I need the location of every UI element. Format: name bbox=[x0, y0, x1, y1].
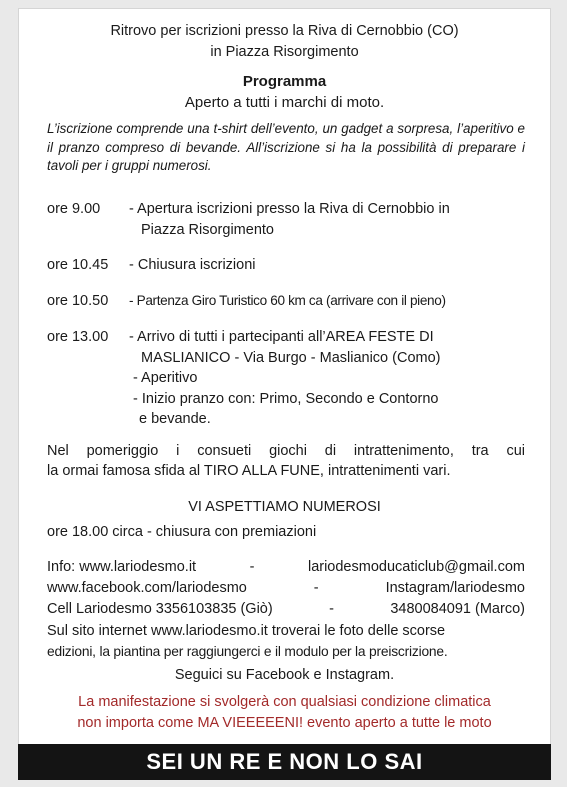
schedule-line: - Partenza Giro Turistico 60 km ca (arrivare con il pieno) bbox=[129, 293, 446, 308]
afternoon-games-line: Nel pomeriggio i consueti giochi di intrattenimento, tra cui bbox=[47, 443, 525, 459]
schedule-desc bbox=[129, 327, 529, 430]
phone-gio: Cell Lariodesmo 3356103835 (Giò) bbox=[47, 601, 273, 617]
schedule-time: ore 10.50 bbox=[47, 293, 109, 309]
flyer-page bbox=[18, 8, 551, 780]
meeting-square-line: in Piazza Risorgimento bbox=[210, 44, 359, 60]
social-row bbox=[47, 578, 525, 598]
schedule-line: - Arrivo di tutti i partecipanti all’AREA FESTE DI bbox=[129, 329, 434, 345]
slogan-banner: SEI UN RE E NON LO SAI bbox=[18, 744, 551, 780]
meeting-point-line: Ritrovo per iscrizioni presso la Riva di Cernobbio (CO) bbox=[110, 23, 459, 39]
schedule-line: - Aperitivo bbox=[133, 370, 198, 386]
schedule-line: - Chiusura iscrizioni bbox=[129, 257, 256, 273]
schedule-line: - Inizio pranzo con: Primo, Secondo e Contorno bbox=[133, 390, 439, 407]
separator: - bbox=[313, 580, 319, 596]
open-to-all-line: Aperto a tutti i marchi di moto. bbox=[184, 94, 385, 111]
program-title: Programma bbox=[242, 73, 327, 90]
follow-us-line: Seguici su Facebook e Instagram. bbox=[174, 667, 395, 683]
website-info-line: edizioni, la piantina per raggiungerci e il modulo per la preiscrizione. bbox=[47, 644, 448, 659]
schedule-desc bbox=[129, 255, 529, 276]
phone-marco: 3480084091 (Marco) bbox=[390, 601, 525, 617]
instagram-link[interactable]: Instagram/lariodesmo bbox=[385, 580, 525, 596]
phone-row bbox=[47, 599, 525, 619]
closing-awards-line: ore 18.00 circa - chiusura con premiazioni bbox=[47, 524, 317, 540]
schedule-line: Piazza Risorgimento bbox=[141, 221, 274, 238]
schedule-time: ore 10.45 bbox=[47, 257, 109, 273]
separator: - bbox=[249, 559, 255, 575]
schedule-line: MASLIANICO - Via Burgo - Maslianico (Como) bbox=[141, 349, 441, 366]
weather-notice-line: non importa come MA VIEEEEENI! evento aperto a tutte le moto bbox=[77, 715, 492, 731]
tug-of-war-line: la ormai famosa sfida al TIRO ALLA FUNE, intrattenimenti vari. bbox=[47, 463, 451, 479]
info-row bbox=[47, 557, 525, 577]
schedule-line: - Apertura iscrizioni presso la Riva di Cernobbio in bbox=[129, 201, 450, 217]
slogan-numerous: VI ASPETTIAMO NUMEROSI bbox=[188, 499, 381, 515]
separator: - bbox=[329, 601, 334, 617]
schedule-time: ore 9.00 bbox=[47, 201, 101, 217]
schedule-time: ore 13.00 bbox=[47, 329, 109, 345]
facebook-link[interactable]: www.facebook.com/lariodesmo bbox=[47, 580, 247, 596]
schedule-desc bbox=[129, 291, 529, 312]
registration-intro: L’iscrizione comprende una t-shirt dell’evento, un gadget a sorpresa, l’aperitivo e il pranzo compreso di bevande. All’iscrizione si ha la possibilità di preparare i tavoli per i gruppi numerosi. bbox=[47, 121, 525, 173]
schedule-desc bbox=[129, 199, 529, 240]
schedule-line: e bevande. bbox=[139, 411, 211, 427]
website-info-line: Sul sito internet www.lariodesmo.it troverai le foto delle scorse bbox=[47, 623, 446, 639]
weather-notice-line: La manifestazione si svolgerà con qualsiasi condizione climatica bbox=[78, 694, 491, 710]
email-link[interactable]: lariodesmoducaticlub@gmail.com bbox=[307, 559, 525, 575]
website-link[interactable]: Info: www.lariodesmo.it bbox=[47, 559, 197, 575]
